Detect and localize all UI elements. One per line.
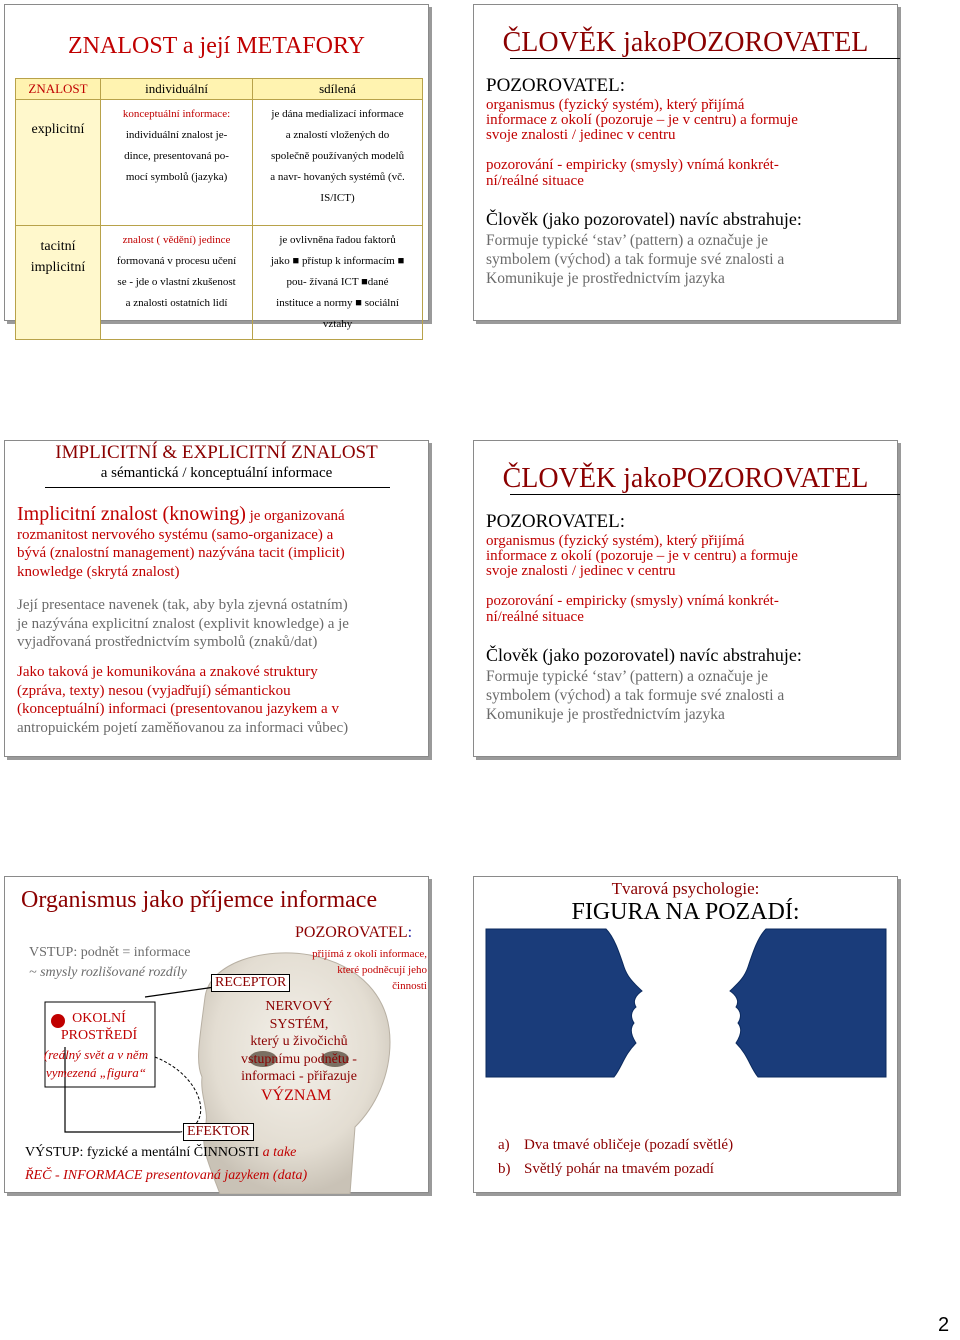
implicit-paragraph: Implicitní znalost (knowing) je organizovaná rozmanitost nervového systému (samo-organizace) a bývá (znalostní management) nazývána tacit (implicit) knowledge (skrytá znalost) bbox=[17, 503, 345, 580]
slide-figure-ground bbox=[473, 876, 898, 1193]
slide-title: ZNALOST a její METAFORY bbox=[68, 33, 365, 59]
slide-organism-receiver bbox=[4, 876, 429, 1193]
title-underline bbox=[510, 494, 900, 495]
slide-kicker: Tvarová psychologie: bbox=[611, 879, 760, 898]
cell-explicit-shared: je dána medializací informace a znalostí vložených do společně používaných modelů a navr- hovaných systémů (vč. IS/ICT) bbox=[253, 100, 423, 226]
abstraction-text: Formuje typické ‘stav’ (pattern) a označuje je symbolem (východ) a tak formuje své znalosti a Komunikuje je prostřednictvím jazyka bbox=[486, 668, 785, 723]
nervous-system-text: NERVOVÝ SYSTÉM, který u živočichů vstupnímu podnětu - informaci - přiřazuje bbox=[241, 999, 357, 1084]
slide-title: ČLOVĚK jakoPOZOROVATEL bbox=[502, 27, 869, 58]
right-face-icon bbox=[730, 929, 886, 1077]
receptor-box: RECEPTOR bbox=[211, 974, 290, 992]
left-face-icon bbox=[486, 929, 642, 1077]
output-label: VÝSTUP: fyzické a mentální ČINNOSTI a take bbox=[25, 1145, 297, 1160]
explicit-paragraph: Její presentace navenek (tak, aby byla zjevná ostatním) je nazývána explicitní znalost (explivit knowledge) a je vyjadřovaná prostřednictvím symbolů (znaků/dat) bbox=[17, 597, 349, 650]
slide-title: Organismus jako příjemce informace bbox=[21, 887, 378, 913]
slide-title: ČLOVĚK jakoPOZOROVATEL bbox=[502, 463, 869, 494]
title-underline bbox=[45, 487, 390, 488]
row-label-explicit: explicitní bbox=[16, 100, 101, 226]
table-header-knowledge: ZNALOST bbox=[16, 79, 101, 100]
observation-text: pozorování - empiricky (smysly) vnímá konkrét- ní/reálné situace bbox=[486, 157, 779, 189]
environment-label: OKOLNÍ PROSTŘEDÍ bbox=[60, 1011, 138, 1043]
title-underline bbox=[510, 58, 900, 59]
cell-explicit-individual: konceptuální informace: individuální znalost je- dince, presentovaná po- mocí symbolů (jazyka) bbox=[101, 100, 253, 226]
speech-label: ŘEČ - INFORMACE presentovaná jazykem (data) bbox=[25, 1168, 308, 1183]
figure-ground-list bbox=[498, 1133, 733, 1181]
observer-label: POZOROVATEL: bbox=[486, 75, 625, 96]
abstraction-text: Formuje typické ‘stav’ (pattern) a označuje je symbolem (východ) a tak formuje své znalosti a Komunikuje je prostřednictvím jazyka bbox=[486, 232, 785, 287]
environment-description: (reálný svět a v něm vymezená „figura“ bbox=[43, 1047, 149, 1080]
slide-observer-1 bbox=[473, 4, 898, 321]
communication-paragraph: Jako taková je komunikována a znakové struktury (zpráva, texty) nesou (vyjadřují) sémantickou (konceptuální) informaci (presentovanou jazykem a v antropuickém pojetí zaměňovanou za informaci vůbec) bbox=[17, 664, 349, 736]
table-header-individual: individuální bbox=[101, 79, 253, 100]
observer-heading: POZOROVATEL: bbox=[295, 924, 413, 941]
list-item: a) Dva tmavé obličeje (pozadí světlé) bbox=[498, 1137, 734, 1153]
knowledge-table bbox=[15, 78, 423, 340]
slide-subtitle: a sémantická / konceptuální informace bbox=[100, 465, 333, 481]
abstraction-heading: Člověk (jako pozorovatel) navíc abstrahuje: bbox=[486, 645, 802, 665]
meaning-label: VÝZNAM bbox=[261, 1087, 332, 1104]
effector-box: EFEKTOR bbox=[183, 1123, 254, 1141]
observer-definition: organismus (fyzický systém), který přijímá informace z okolí (pozoruje – je v centru) a formuje svoje znalosti / jedinec v centru bbox=[486, 533, 798, 579]
observer-label: POZOROVATEL: bbox=[486, 511, 625, 532]
slide-title: IMPLICITNÍ & EXPLICITNÍ ZNALOST bbox=[55, 442, 378, 463]
page-number: 2 bbox=[938, 1314, 950, 1336]
slide-knowledge-metaphors bbox=[4, 4, 429, 330]
observer-definition: organismus (fyzický systém), který přijímá informace z okolí (pozoruje – je v centru) a formuje svoje znalosti / jedinec v centru bbox=[486, 97, 798, 143]
cell-tacit-shared: je ovlivněna řadou faktorů jako ■ přístup k informacím ■ pou- žívaná ICT ■dané instituce a normy ■ sociální vztahy bbox=[253, 226, 423, 340]
slide-title: FIGURA NA POZADÍ: bbox=[571, 899, 800, 925]
observation-text: pozorování - empiricky (smysly) vnímá konkrét- ní/reálné situace bbox=[486, 593, 779, 625]
table-header-shared: sdílená bbox=[253, 79, 423, 100]
input-label: VSTUP: podnět = informace bbox=[29, 945, 191, 960]
abstraction-heading: Člověk (jako pozorovatel) navíc abstrahuje: bbox=[486, 209, 802, 229]
cell-tacit-individual: znalost ( vědění) jedince formovaná v procesu učení se - jde o vlastní zkušenost a znalosti ostatních lidí bbox=[101, 226, 253, 340]
row-label-tacit: tacitní implicitní bbox=[16, 226, 101, 340]
observer-description: přijímá z okolí informace, které podněcují jeho činnosti bbox=[312, 948, 427, 992]
input-sublabel: ~ smysly rozlišované rozdíly bbox=[29, 965, 187, 980]
list-item: b) Světlý pohár na tmavém pozadí bbox=[498, 1161, 714, 1177]
slide-observer-2 bbox=[473, 440, 898, 757]
slide-implicit-explicit bbox=[4, 440, 429, 757]
